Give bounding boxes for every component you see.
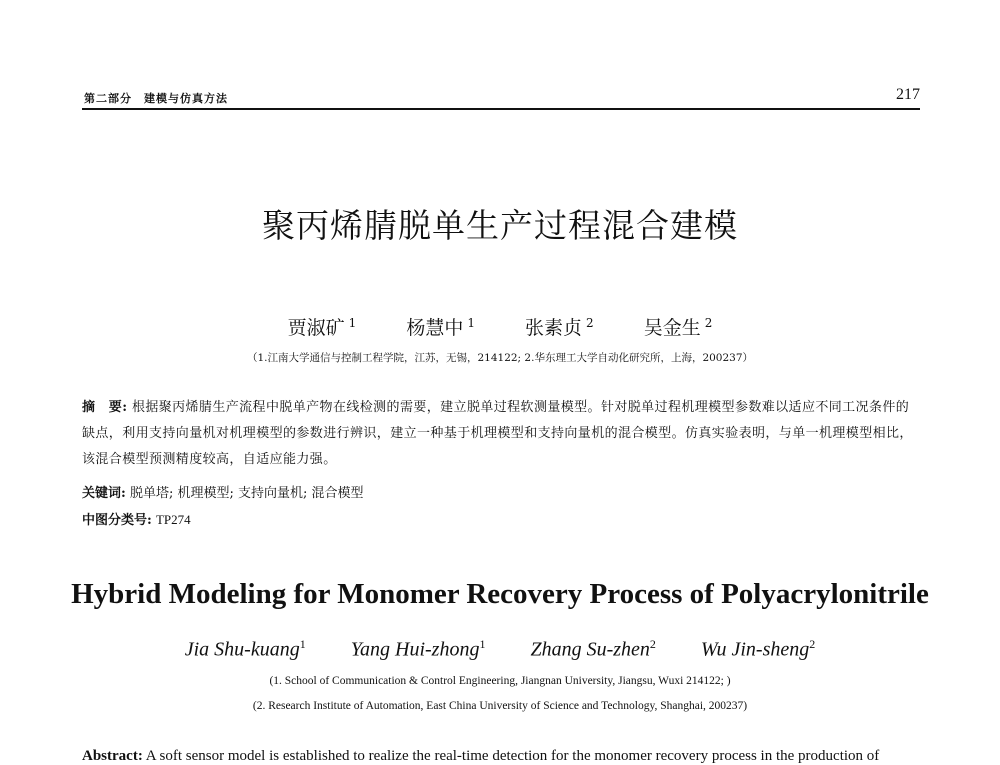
section-title: 第二部分 建模与仿真方法 (84, 92, 228, 105)
abstract-text: 根据聚丙烯腈生产流程中脱单产物在线检测的需要，建立脱单过程软测量模型。针对脱单过程机理模型参数难以适应不同工况条件的缺点，利用支持向量机对机理模型的参数进行辨识，建立一种基于机理模型和支持向量机的混合模型。仿真实验表明，与单一机理模型相比，该混合模型预测精度较高，自适应能力强。 (82, 400, 913, 467)
english-authors (0, 637, 1000, 662)
author: 吴金生 $^2$ (643, 315, 713, 339)
chinese-keywords (82, 482, 364, 501)
chinese-title: 聚丙烯腈脱单生产过程混合建模 (262, 206, 738, 245)
author: Zhang Su-zhen$^2$ (530, 637, 656, 661)
english-abstract (82, 748, 922, 765)
english-title: Hybrid Modeling for Monomer Recovery Process of Polyacrylonitrile (71, 578, 929, 610)
clc-label: 中图分类号: (82, 513, 152, 528)
abstract-text: A soft sensor model is established to realize the real-time detection for the monomer recovery process in the production of (145, 748, 880, 764)
author: 张素贞 $^2$ (525, 315, 594, 339)
english-affiliation-1: (1. School of Communication & Control Engineering, Jiangnan University, Jiangsu, Wuxi 214122; ) (269, 675, 731, 687)
running-header (82, 88, 920, 110)
keywords-label: 关键词: (82, 486, 126, 501)
chinese-abstract (82, 395, 922, 473)
author: 杨慧中 $^1$ (406, 315, 475, 339)
abstract-label: Abstract: (82, 748, 143, 764)
english-affiliation-2: (2. Research Institute of Automation, East China University of Science and Technology, Shanghai, 200237) (252, 700, 748, 712)
clc-value: TP274 (155, 512, 191, 527)
chinese-authors (0, 313, 1000, 340)
author: 贾淑矿 $^1$ (287, 315, 357, 339)
abstract-label: 摘 要: (82, 400, 128, 415)
page-number: 217 (896, 86, 920, 103)
author: Jia Shu-kuang$^1$ (184, 637, 306, 661)
keywords-text: 脱单塔; 机理模型; 支持向量机; 混合模型 (129, 486, 364, 501)
author: Yang Hui-zhong$^1$ (350, 637, 486, 661)
classification-number (82, 509, 191, 528)
author: Wu Jin-sheng$^2$ (700, 637, 816, 661)
chinese-affiliation: （1.江南大学通信与控制工程学院，江苏，无锡，214122; 2.华东理工大学自动化研究所，上海，200237） (246, 352, 754, 364)
